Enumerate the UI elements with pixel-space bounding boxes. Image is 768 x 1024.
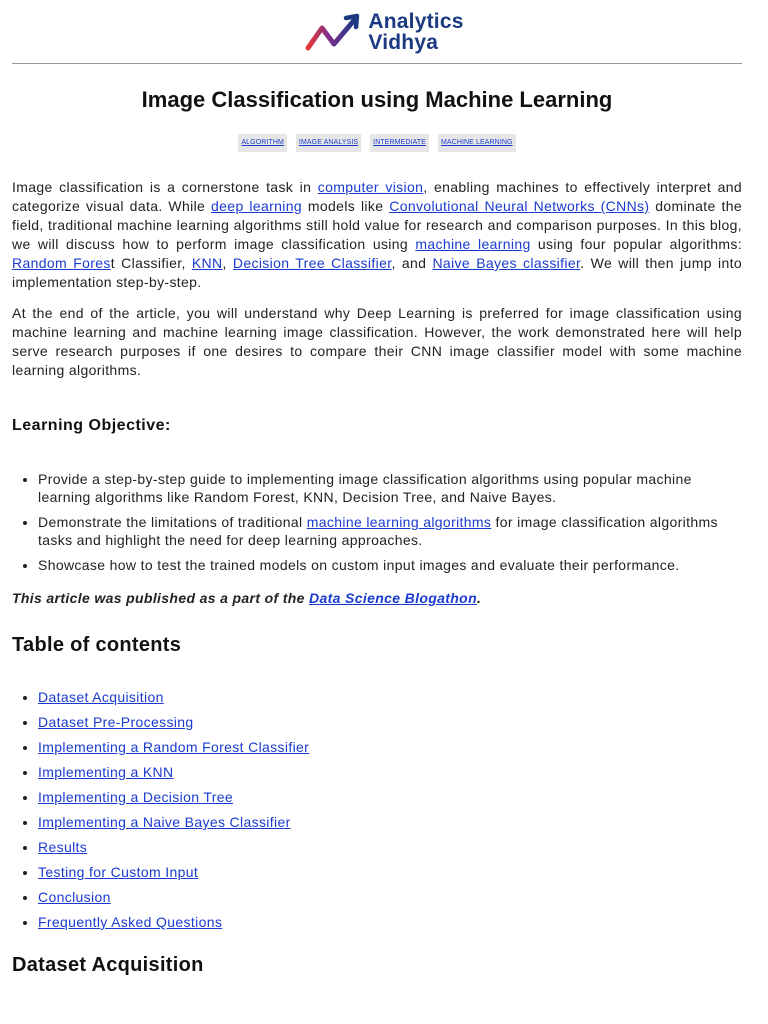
blogathon-note — [12, 589, 742, 607]
intro-text: t Classifier, — [110, 255, 192, 271]
link-machine-learning-algorithms[interactable]: machine learning algorithms — [306, 514, 492, 530]
toc-link-conclusion[interactable]: Conclusion — [38, 889, 111, 905]
intro-paragraph — [12, 178, 742, 292]
toc-link-knn[interactable]: Implementing a KNN — [38, 764, 174, 780]
toc-link-dataset-pre-processing[interactable]: Dataset Pre-Processing — [38, 714, 194, 730]
objective-item-2 — [38, 513, 742, 549]
objective-item-3: • Showcase how to test the trained models on custom input images and evaluate their performance. — [38, 556, 742, 574]
toc-item — [38, 688, 742, 707]
logo-line-1: Analytics — [368, 10, 464, 33]
objective-item-1: • Provide a step-by-step guide to implementing image classification algorithms using popular machine learning algorithms like Random Forest, KNN, Decision Tree, and Naive Bayes. — [38, 470, 742, 506]
article-title: Image Classification using Machine Learning — [141, 87, 613, 112]
toc-item — [38, 838, 742, 857]
toc-link-custom-input[interactable]: Testing for Custom Input — [38, 864, 199, 880]
toc-link-dataset-acquisition[interactable]: Dataset Acquisition — [38, 689, 164, 705]
intro-text: , enabling machines to effectively interpret and categorize visual data. While — [12, 179, 742, 214]
intro-text: Image classification is a cornerstone task in — [12, 179, 318, 195]
blogathon-text-end: . — [477, 590, 482, 606]
second-paragraph: At the end of the article, you will understand why Deep Learning is preferred for image classification using machine learning and machine learning image classification. However, the work demonstrated here will help serve research purposes if one desires to compare their CNN image classifier model with some machine learning algorithms. — [12, 305, 742, 378]
tag-machine-learning[interactable]: MACHINE LEARNING — [438, 134, 516, 152]
toc-link-naive-bayes[interactable]: Implementing a Naive Bayes Classifier — [38, 814, 291, 830]
learning-objective-heading: Learning Objective: — [12, 417, 171, 434]
toc-heading: Table of contents — [12, 634, 182, 656]
toc-link-decision-tree[interactable]: Implementing a Decision Tree — [38, 789, 233, 805]
link-machine-learning[interactable]: machine learning — [415, 236, 531, 252]
chart-trend-icon — [304, 10, 364, 54]
intro-text: . We will then jump into implementation step-by-step. — [12, 255, 742, 290]
objective-text: for image classification algorithms tasks and highlight the need for deep learning approaches. — [38, 514, 718, 548]
link-decision-tree[interactable]: Decision Tree Classifier — [232, 255, 392, 271]
toc-link-faq[interactable]: Frequently Asked Questions — [38, 914, 223, 930]
site-logo[interactable] — [304, 10, 463, 54]
tag-intermediate[interactable]: INTERMEDIATE — [370, 134, 429, 152]
blogathon-text: This article was published as a part of the — [12, 590, 310, 606]
link-cnns[interactable]: Convolutional Neural Networks (CNNs) — [389, 198, 650, 214]
toc-link-random-forest[interactable]: Implementing a Random Forest Classifier — [38, 739, 310, 755]
link-naive-bayes[interactable]: Naive Bayes classifier — [432, 255, 581, 271]
toc-item — [38, 738, 742, 757]
tag-image-analysis[interactable]: IMAGE ANALYSIS — [296, 134, 361, 152]
intro-text: dominate the field, traditional machine learning algorithms still hold value for research and comparison purposes. In this blog, we will discuss how to perform image classification using — [12, 198, 743, 252]
toc-item — [38, 763, 742, 782]
tag-list — [12, 134, 742, 152]
toc-item — [38, 713, 742, 732]
link-random-forest[interactable]: Random Fores — [12, 255, 111, 271]
site-header — [0, 0, 768, 64]
section-heading-dataset-acquisition: Dataset Acquisition — [12, 954, 204, 976]
tag-algorithm[interactable]: ALGORITHM — [238, 134, 287, 152]
intro-text: models like — [302, 198, 390, 214]
toc-list — [12, 688, 742, 932]
toc-item — [38, 863, 742, 882]
link-deep-learning[interactable]: deep learning — [211, 198, 303, 214]
objective-text: Demonstrate the limitations of traditional — [38, 514, 307, 530]
link-data-science-blogathon[interactable]: Data Science Blogathon — [309, 590, 477, 606]
intro-text: , and — [391, 255, 433, 271]
toc-link-results[interactable]: Results — [38, 839, 88, 855]
logo-line-2: Vidhya — [368, 31, 439, 54]
intro-text: , — [222, 255, 233, 271]
link-computer-vision[interactable]: computer vision — [317, 179, 424, 195]
logo-wordmark — [368, 11, 463, 53]
objective-list — [12, 470, 742, 574]
link-knn[interactable]: KNN — [191, 255, 223, 271]
toc-item — [38, 913, 742, 932]
toc-item — [38, 788, 742, 807]
toc-item — [38, 888, 742, 907]
intro-text: using four popular algorithms: — [530, 236, 742, 252]
toc-item — [38, 813, 742, 832]
article — [12, 64, 742, 977]
